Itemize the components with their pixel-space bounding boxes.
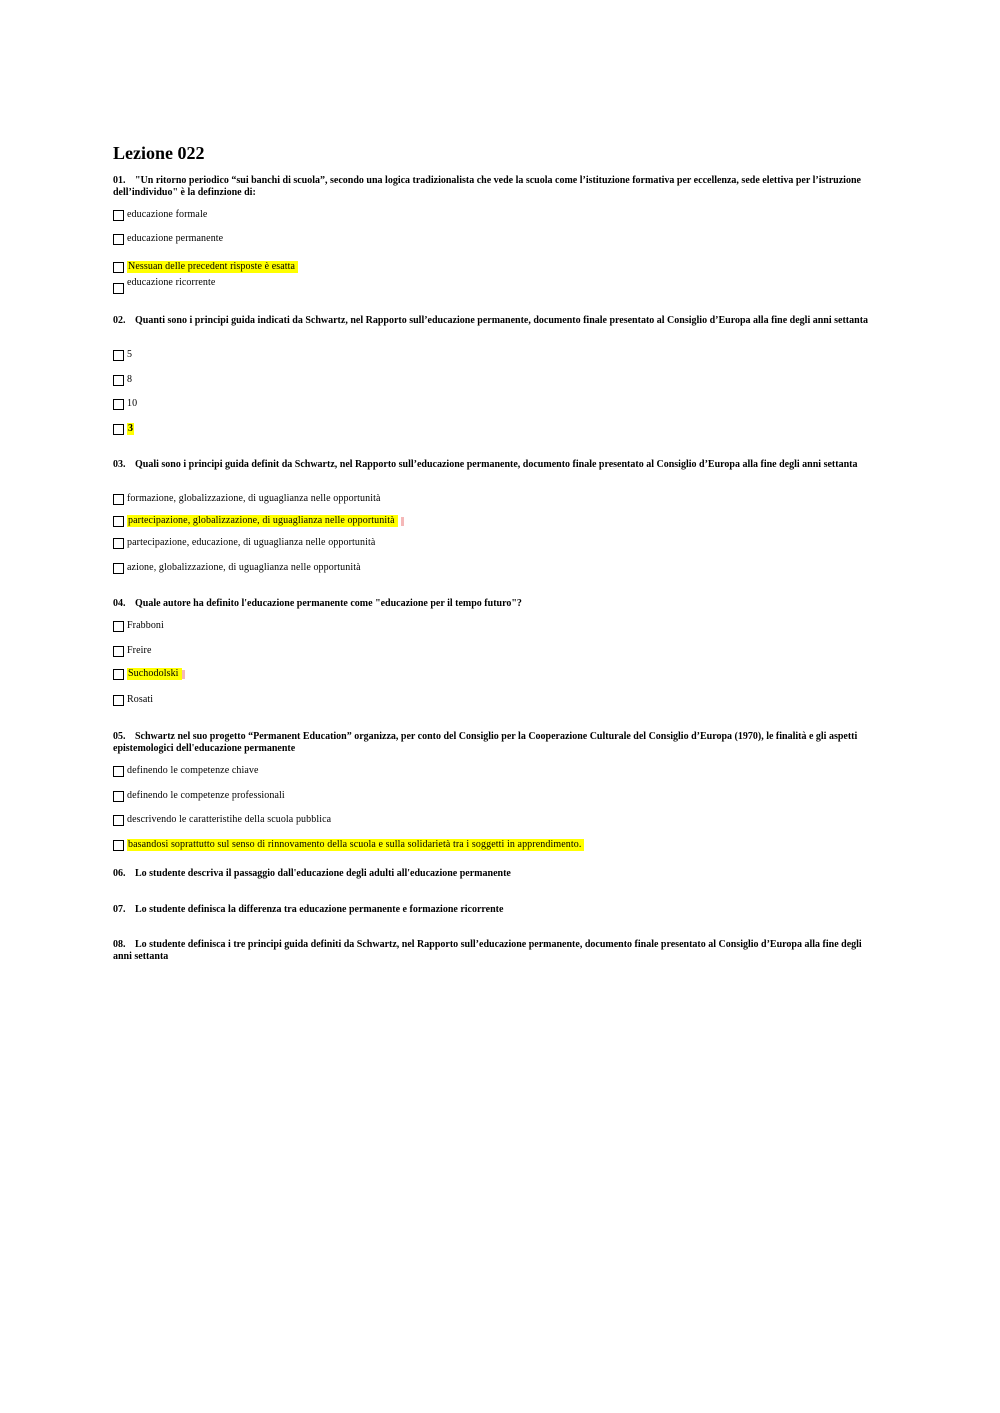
page-title: Lezione 022 xyxy=(113,143,205,163)
option-label: azione, globalizzazione, di uguaglianza nelle opportunità xyxy=(127,562,361,573)
checkbox[interactable] xyxy=(113,766,124,777)
option-label-highlighted: Nessuan delle precedent risposte è esatta xyxy=(127,261,298,273)
option-row[interactable] xyxy=(113,764,259,778)
checkbox[interactable] xyxy=(113,424,124,435)
question-06 xyxy=(113,868,883,880)
option-row-selected[interactable] xyxy=(113,260,298,274)
question-number: 07. xyxy=(113,904,126,915)
checkbox[interactable] xyxy=(113,399,124,410)
option-row[interactable] xyxy=(113,348,132,362)
option-row[interactable] xyxy=(113,277,215,297)
question-07 xyxy=(113,904,883,916)
checkbox[interactable] xyxy=(113,494,124,505)
question-number: 05. xyxy=(113,731,126,742)
option-row-selected[interactable] xyxy=(113,422,134,436)
checkbox[interactable] xyxy=(113,516,124,527)
option-label: formazione, globalizzazione, di uguaglianza nelle opportunità xyxy=(127,493,381,504)
option-row-selected[interactable] xyxy=(113,514,404,528)
checkbox[interactable] xyxy=(113,350,124,361)
question-03 xyxy=(113,459,883,471)
option-label-highlighted: partecipazione, globalizzazione, di uguaglianza nelle opportunità xyxy=(127,515,398,527)
option-row-selected[interactable] xyxy=(113,667,185,681)
question-number: 08. xyxy=(113,939,126,950)
option-label: educazione formale xyxy=(127,209,208,220)
checkbox[interactable] xyxy=(113,234,124,245)
option-label: educazione permanente xyxy=(127,233,224,244)
question-number: 02. xyxy=(113,315,126,326)
option-row[interactable] xyxy=(113,536,375,550)
option-row[interactable] xyxy=(113,232,223,246)
option-label: partecipazione, educazione, di uguaglianza nelle opportunità xyxy=(127,537,376,548)
question-02 xyxy=(113,315,883,327)
option-label: educazione ricorrente xyxy=(127,277,216,288)
option-label-highlighted: basandosi soprattutto sul senso di rinnovamento della scuola e sulla solidarietà tra i soggetti in apprendimento. xyxy=(127,839,584,851)
option-row[interactable] xyxy=(113,789,285,803)
checkbox[interactable] xyxy=(113,840,124,851)
question-text: Lo studente definisca la differenza tra educazione permanente e formazione ricorrente xyxy=(135,904,504,915)
question-number: 01. xyxy=(113,175,126,186)
checkbox[interactable] xyxy=(113,815,124,826)
question-01 xyxy=(113,175,883,199)
question-text: Lo studente descriva il passaggio dall'educazione degli adulti all'educazione permanente xyxy=(135,868,511,879)
checkbox[interactable] xyxy=(113,210,124,221)
question-text: Quale autore ha definito l'educazione permanente come "educazione per il tempo futuro"? xyxy=(135,598,522,609)
checkbox[interactable] xyxy=(113,262,124,273)
checkbox[interactable] xyxy=(113,695,124,706)
option-row[interactable] xyxy=(113,561,361,575)
question-text: "Un ritorno periodico “sui banchi di scuola”, secondo una logica tradizionalista che vede la scuola come l’istituzione formativa per eccellenza, sede elettiva per l’istruzione dell’individuo" è la definzione di: xyxy=(113,175,861,198)
option-row[interactable] xyxy=(113,693,153,707)
option-label: Rosati xyxy=(127,694,154,705)
question-04 xyxy=(113,598,883,610)
question-text: Quali sono i principi guida definit da Schwartz, nel Rapporto sull’educazione permanente, documento finale presentato al Consiglio d’Europa alla fine degli anni settanta xyxy=(135,459,858,470)
question-08 xyxy=(113,939,883,963)
highlight-marker xyxy=(182,670,185,679)
option-row[interactable] xyxy=(113,813,331,827)
question-number: 06. xyxy=(113,868,126,879)
question-text: Quanti sono i principi guida indicati da Schwartz, nel Rapporto sull’educazione permanente, documento finale presentato al Consiglio d’Europa alla fine degli anni settanta xyxy=(135,315,869,326)
option-label: 8 xyxy=(127,374,133,385)
option-label-highlighted: Suchodolski xyxy=(127,668,182,680)
question-text: Schwartz nel suo progetto “Permanent Education” organizza, per conto del Consiglio per la Cooperazione Culturale del Consiglio d’Europa (1970), le finalità e gli aspetti epistemologici dell'educazione permanente xyxy=(113,731,858,754)
option-label-highlighted: 3 xyxy=(128,423,134,434)
option-row[interactable] xyxy=(113,397,137,411)
question-number: 03. xyxy=(113,459,126,470)
option-row-selected[interactable] xyxy=(113,838,584,852)
option-row[interactable] xyxy=(113,644,151,658)
option-label: 10 xyxy=(127,398,138,409)
checkbox[interactable] xyxy=(113,538,124,549)
option-label: Freire xyxy=(127,645,152,656)
highlight-marker xyxy=(401,517,404,526)
option-row[interactable] xyxy=(113,619,164,633)
checkbox[interactable] xyxy=(113,283,124,294)
checkbox[interactable] xyxy=(113,375,124,386)
option-label: definendo le competenze professionali xyxy=(127,790,285,801)
question-number: 04. xyxy=(113,598,126,609)
option-label: descrivendo le caratteristihe della scuola pubblica xyxy=(127,814,332,825)
option-row[interactable] xyxy=(113,373,132,387)
checkbox[interactable] xyxy=(113,563,124,574)
checkbox[interactable] xyxy=(113,621,124,632)
question-05 xyxy=(113,731,883,755)
question-text: Lo studente definisca i tre principi guida definiti da Schwartz, nel Rapporto sull’educazione permanente, documento finale presentato al Consiglio d’Europa alla fine degli anni settanta xyxy=(113,939,862,962)
option-label: Frabboni xyxy=(127,620,164,631)
option-label: definendo le competenze chiave xyxy=(127,765,259,776)
checkbox[interactable] xyxy=(113,669,124,680)
checkbox[interactable] xyxy=(113,791,124,802)
option-label: 5 xyxy=(127,349,133,360)
option-row[interactable] xyxy=(113,492,381,506)
option-row[interactable] xyxy=(113,208,207,222)
checkbox[interactable] xyxy=(113,646,124,657)
